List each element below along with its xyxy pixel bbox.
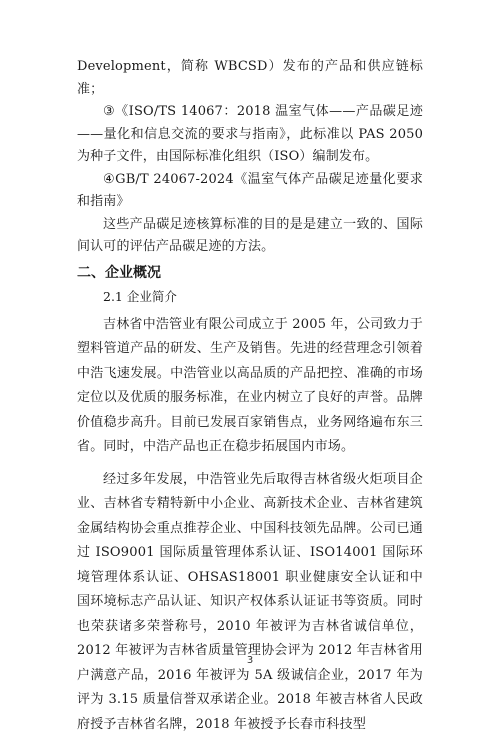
standard-item-4: ④GB/T 24067-2024《温室气体产品碳足迹量化要求和指南》 (77, 171, 423, 209)
page-number: 3 (246, 655, 254, 666)
subsection-heading-company-intro: 2.1 企业简介 (103, 288, 177, 304)
section-heading-company-overview: 二、企业概况 (77, 264, 161, 281)
standards-summary: 这些产品碳足迹核算标准的目的是是建立一致的、国际间认可的评估产品碳足迹的方法。 (77, 216, 423, 254)
standards-continued-line: Development，简称 WBCSD）发布的产品和供应链标准； (77, 59, 423, 97)
standard-item-3: ③《ISO/TS 14067：2018 温室气体——产品碳足迹——量化和信息交流的要求与指南》，此标准以 PAS 2050 为种子文件，由国际标准化组织（ISO）编制发布。 (77, 104, 423, 164)
page-content (77, 56, 423, 745)
company-intro-paragraph-1: 吉林省中浩管业有限公司成立于 2005 年，公司致力于塑料管道产品的研发、生产及销售。先进的经营理念引领着中浩飞速发展。中浩管业以高品质的产品把控、准确的市场定位以及优质的服务标准，在业内树立了良好的声誉。品牌价值稳步高升。目前已发展百家销售点，业务网络遍布东三省。同时，中浩产品也正在稳步拓展国内市场。 (77, 316, 423, 454)
company-intro-paragraph-2: 经过多年发展，中浩管业先后取得吉林省级火炬项目企业、吉林省专精特新中小企业、高新技术企业、吉林省建筑金属结构协会重点推荐企业、中国科技领先品牌。公司已通过 ISO9001 国际质量管理体系认证、ISO14001 国际环境管理体系认证、OHSAS18001 职业健康安全认证和中国环境标志产品认证、知识产权体系认证证书等资质。同时也荣获诸多荣誉称号，2010 年被评为吉林省诚信单位，2012 年被评为吉林省质量管理协会评为 2012 年吉林省用户满意产品，2016 年被评为 5A 级诚信企业，2017 年为评为 3.15 质量信誉双承诺企业。2018 年被吉林省人民政府授予吉林省名牌，2018 年被授予长春市科技型 (77, 471, 423, 732)
